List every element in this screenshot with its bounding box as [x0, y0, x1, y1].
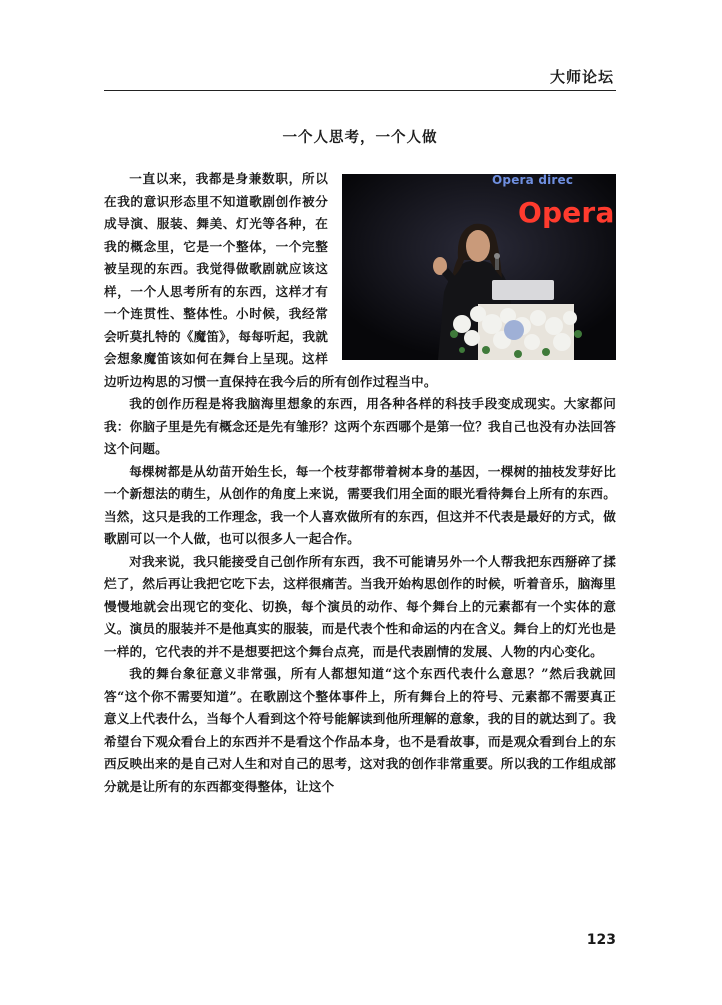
paragraph-2: 我的创作历程是将我脑海里想象的东西，用各种各样的科技手段变成现实。大家都问我：你脑子里是先有概念还是先有雏形？这两个东西哪个是第一位？我自己也没有办法回答这个问题。 [104, 396, 616, 456]
article-body [104, 168, 616, 798]
speaker-photo [342, 174, 616, 360]
section-label: 大师论坛 [549, 68, 614, 86]
paragraph-3: 每棵树都是从幼苗开始生长，每一个枝芽都带着树本身的基因，一棵树的抽枝发芽好比一个新想法的萌生，从创作的角度上来说，需要我们用全面的眼光看待舞台上所有的东西。当然，这只是我的工作理念，我一个人喜欢做所有的东西，但这并不代表是最好的方式，做歌剧可以一个人做，也可以很多人一起合作。 [104, 463, 616, 546]
article-title: 一个人思考，一个人做 [282, 130, 438, 146]
speaker-photo-illustration [342, 174, 616, 360]
page-number: 123 [586, 932, 616, 948]
paragraph-5: 我的舞台象征意义非常强，所有人都想知道“这个东西代表什么意思？”然后我就回答“这个你不需要知道”。在歌剧这个整体事件上，所有舞台上的符号、元素都不需要真正意义上代表什么，当每个人看到这个符号能解读到他所理解的意象，我的目的就达到了。我希望台下观众看台上的东西并不是看这个作品本身，也不是看故事，而是观众看到台上的东西反映出来的是自己对人生和对自己的思考，这对我的创作非常重要。所以我的工作组成部分就是让所有的东西都变得整体，让这个 [104, 666, 616, 794]
screen-text-small: Opera direc [492, 174, 574, 187]
paragraph-1: 一直以来，我都是身兼数职，所以在我的意识形态里不知道歌剧创作被分成导演、服装、舞美、灯光等各种，在我的概念里，它是一个整体，一个完整被呈现的东西。我觉得做歌剧就应该这样，一个人思考所有的东西，这样才有一个连贯性、整体性。小时候，我经常会听莫扎特的《魔笛》，每每听起，我就会想象魔笛该如何在舞台上呈现。这样边听边构思的习惯一直保持在我今后的所有创作过程当中。 [104, 171, 437, 389]
paragraph-4: 对我来说，我只能接受自己创作所有东西，我不可能请另外一个人帮我把东西掰碎了揉烂了，然后再让我把它吃下去，这样很痛苦。当我开始构思创作的时候，听着音乐，脑海里慢慢地就会出现它的变化、切换，每个演员的动作、每个舞台上的元素都有一个实体的意义。演员的服装并不是他真实的服装，而是代表个性和命运的内在含义。舞台上的灯光也是一样的，它代表的并不是想要把这个舞台点亮，而是代表剧情的发展、人物的内心变化。 [104, 553, 616, 659]
screen-text-large: Opera [518, 196, 615, 229]
page-header [104, 64, 616, 91]
